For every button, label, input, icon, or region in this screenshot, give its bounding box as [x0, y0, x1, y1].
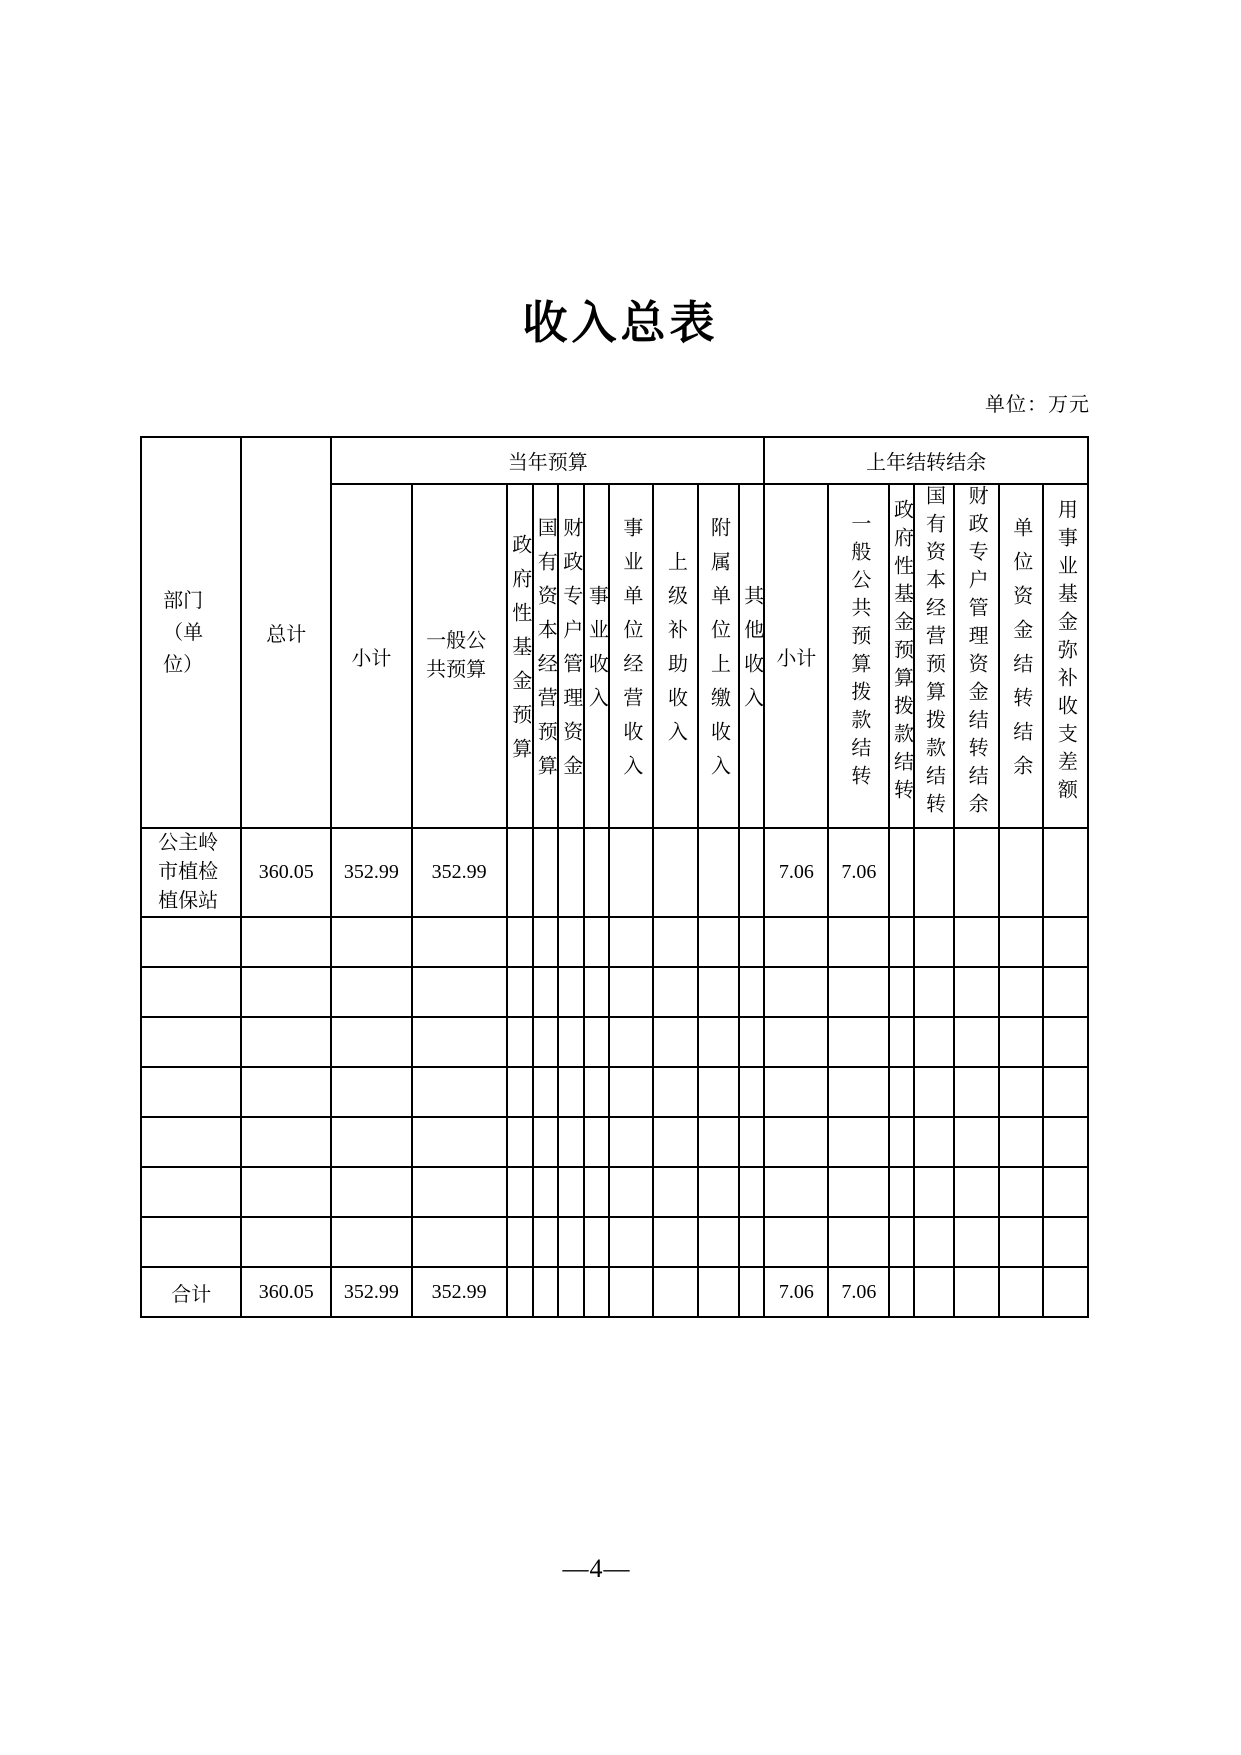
cell-value	[698, 828, 739, 917]
empty-cell	[241, 1117, 331, 1167]
empty-cell	[653, 967, 698, 1017]
empty-cell	[331, 917, 411, 967]
empty-cell	[653, 1167, 698, 1217]
cell-value: 352.99	[412, 828, 507, 917]
cell-value	[1043, 1267, 1088, 1317]
empty-cell	[241, 967, 331, 1017]
col-header-state-capital-budget: 国有资本经营预算	[533, 484, 558, 828]
empty-cell	[141, 1067, 241, 1117]
page-title: 收入总表	[522, 297, 719, 348]
empty-cell	[141, 1117, 241, 1167]
col-header-business-operating-income: 事业单位经营收入	[609, 484, 653, 828]
empty-cell	[914, 1017, 954, 1067]
data-row-unit	[141, 828, 1088, 917]
cell-value	[609, 1267, 653, 1317]
empty-cell	[507, 1217, 533, 1267]
empty-cell	[739, 917, 764, 967]
empty-cell	[331, 1017, 411, 1067]
cell-value	[653, 1267, 698, 1317]
cell-value	[507, 828, 533, 917]
col-header-grand-total: 总计	[241, 437, 331, 828]
empty-cell	[241, 917, 331, 967]
cell-value	[954, 828, 999, 917]
empty-cell	[412, 1217, 507, 1267]
empty-cell	[914, 1167, 954, 1217]
empty-cell	[889, 967, 913, 1017]
cell-value: 352.99	[331, 1267, 411, 1317]
cell-department: 公主岭市植检植保站	[141, 828, 241, 917]
cell-value	[914, 1267, 954, 1317]
empty-cell	[584, 1167, 609, 1217]
empty-cell	[558, 917, 584, 967]
cell-value	[999, 1267, 1043, 1317]
empty-cell	[889, 1067, 913, 1117]
empty-cell	[584, 967, 609, 1017]
empty-cell	[558, 967, 584, 1017]
empty-cell	[412, 917, 507, 967]
empty-cell	[609, 1067, 653, 1117]
empty-cell	[764, 917, 828, 967]
cell-value: 352.99	[331, 828, 411, 917]
empty-cell	[828, 1217, 889, 1267]
empty-cell	[241, 1067, 331, 1117]
empty-cell	[698, 1167, 739, 1217]
empty-cell	[954, 1017, 999, 1067]
empty-cell	[739, 1117, 764, 1167]
empty-cell	[533, 1067, 558, 1117]
empty-cell	[241, 1217, 331, 1267]
empty-cell	[914, 967, 954, 1017]
empty-cell	[739, 1217, 764, 1267]
empty-cell	[241, 1017, 331, 1067]
group-header-prior-year-carryover: 上年结转结余	[764, 437, 1088, 484]
empty-cell	[507, 1017, 533, 1067]
cell-value	[584, 1267, 609, 1317]
empty-cell	[889, 1167, 913, 1217]
empty-cell	[889, 1117, 913, 1167]
cell-value: 7.06	[828, 1267, 889, 1317]
empty-cell	[999, 1017, 1043, 1067]
empty-row	[141, 1067, 1088, 1117]
empty-row	[141, 1017, 1088, 1067]
cell-value	[584, 828, 609, 917]
empty-cell	[558, 1117, 584, 1167]
empty-cell	[584, 1067, 609, 1117]
total-row	[141, 1267, 1088, 1317]
empty-cell	[558, 1167, 584, 1217]
empty-cell	[999, 1167, 1043, 1217]
empty-cell	[533, 1167, 558, 1217]
income-table-body	[141, 437, 1088, 1317]
cell-value	[739, 828, 764, 917]
empty-cell	[1043, 1167, 1088, 1217]
empty-cell	[764, 967, 828, 1017]
empty-cell	[914, 1117, 954, 1167]
empty-cell	[533, 967, 558, 1017]
empty-cell	[828, 1067, 889, 1117]
empty-cell	[828, 1017, 889, 1067]
cell-value	[739, 1267, 764, 1317]
empty-cell	[507, 917, 533, 967]
empty-cell	[698, 1117, 739, 1167]
empty-cell	[889, 1017, 913, 1067]
empty-cell	[999, 1067, 1043, 1117]
empty-cell	[507, 967, 533, 1017]
empty-cell	[412, 1067, 507, 1117]
cell-value	[889, 1267, 913, 1317]
empty-cell	[533, 1017, 558, 1067]
cell-value: 360.05	[241, 828, 331, 917]
col-header-other-income: 其他收入	[739, 484, 764, 828]
cell-value: 360.05	[241, 1267, 331, 1317]
empty-cell	[558, 1017, 584, 1067]
empty-cell	[739, 967, 764, 1017]
empty-cell	[609, 1167, 653, 1217]
col-header-govt-fund-budget: 政府性基金预算	[507, 484, 533, 828]
empty-cell	[1043, 1117, 1088, 1167]
empty-cell	[999, 1117, 1043, 1167]
cell-value: 7.06	[764, 1267, 828, 1317]
empty-cell	[584, 1217, 609, 1267]
empty-cell	[914, 917, 954, 967]
empty-row	[141, 967, 1088, 1017]
cell-value	[914, 828, 954, 917]
empty-cell	[999, 917, 1043, 967]
empty-cell	[609, 1217, 653, 1267]
header-row-groups	[141, 437, 1088, 484]
empty-cell	[331, 1067, 411, 1117]
empty-cell	[653, 1017, 698, 1067]
empty-row	[141, 1117, 1088, 1167]
empty-cell	[653, 1117, 698, 1167]
empty-cell	[999, 1217, 1043, 1267]
empty-cell	[828, 1167, 889, 1217]
empty-cell	[698, 917, 739, 967]
col-header-state-capital-budget-carryover: 国有资本经营预算拨款结转	[914, 484, 954, 828]
empty-row	[141, 1217, 1088, 1267]
empty-row	[141, 917, 1088, 967]
cell-value	[889, 828, 913, 917]
empty-cell	[141, 1167, 241, 1217]
empty-cell	[954, 967, 999, 1017]
col-header-department: 部门（单位）	[141, 437, 241, 828]
cell-total-label: 合计	[141, 1267, 241, 1317]
cell-value	[609, 828, 653, 917]
empty-cell	[507, 1117, 533, 1167]
empty-cell	[764, 1017, 828, 1067]
cell-value	[533, 1267, 558, 1317]
empty-cell	[828, 917, 889, 967]
empty-cell	[584, 1017, 609, 1067]
empty-cell	[141, 1217, 241, 1267]
empty-cell	[1043, 917, 1088, 967]
empty-cell	[698, 1017, 739, 1067]
empty-cell	[584, 917, 609, 967]
empty-cell	[331, 1167, 411, 1217]
cell-value	[558, 828, 584, 917]
empty-cell	[889, 917, 913, 967]
empty-cell	[764, 1167, 828, 1217]
empty-cell	[739, 1067, 764, 1117]
col-header-superior-subsidy-income: 上级补助收入	[653, 484, 698, 828]
cell-value	[698, 1267, 739, 1317]
empty-cell	[739, 1167, 764, 1217]
cell-value: 352.99	[412, 1267, 507, 1317]
empty-cell	[828, 967, 889, 1017]
empty-cell	[609, 1017, 653, 1067]
empty-cell	[739, 1017, 764, 1067]
empty-cell	[1043, 1067, 1088, 1117]
empty-cell	[412, 1017, 507, 1067]
empty-cell	[609, 917, 653, 967]
col-header-fiscal-special-account-funds: 财政专户管理资金	[558, 484, 584, 828]
page-number: —4—	[562, 1554, 631, 1583]
empty-cell	[412, 967, 507, 1017]
cell-value	[653, 828, 698, 917]
empty-cell	[1043, 967, 1088, 1017]
empty-cell	[954, 1067, 999, 1117]
col-header-govt-fund-budget-carryover: 政府性基金预算拨款结转	[889, 484, 913, 828]
unit-label: 单位：万元	[985, 394, 1090, 416]
col-header-business-fund-cover-gap: 用事业基金弥补收支差额	[1043, 484, 1088, 828]
empty-cell	[954, 1217, 999, 1267]
empty-cell	[533, 917, 558, 967]
group-header-current-year-budget: 当年预算	[331, 437, 764, 484]
cell-value	[558, 1267, 584, 1317]
col-header-subtotal-carryover: 小计	[764, 484, 828, 828]
empty-cell	[331, 967, 411, 1017]
cell-value	[1043, 828, 1088, 917]
empty-cell	[653, 1217, 698, 1267]
empty-row	[141, 1167, 1088, 1217]
empty-cell	[653, 1067, 698, 1117]
empty-cell	[584, 1117, 609, 1167]
empty-cell	[141, 1017, 241, 1067]
empty-cell	[954, 1117, 999, 1167]
col-header-affiliated-unit-remitted-income: 附属单位上缴收入	[698, 484, 739, 828]
empty-cell	[331, 1217, 411, 1267]
col-header-unit-funds-carryover: 单位资金结转结余	[999, 484, 1043, 828]
empty-cell	[764, 1117, 828, 1167]
empty-cell	[828, 1117, 889, 1167]
col-header-subtotal-current: 小计	[331, 484, 411, 828]
empty-cell	[999, 967, 1043, 1017]
cell-value: 7.06	[764, 828, 828, 917]
cell-value	[999, 828, 1043, 917]
empty-cell	[507, 1167, 533, 1217]
cell-value: 7.06	[828, 828, 889, 917]
empty-cell	[609, 1117, 653, 1167]
cell-value	[533, 828, 558, 917]
empty-cell	[241, 1167, 331, 1217]
empty-cell	[914, 1217, 954, 1267]
cell-value	[954, 1267, 999, 1317]
empty-cell	[507, 1067, 533, 1117]
empty-cell	[558, 1067, 584, 1117]
col-header-business-income: 事业收入	[584, 484, 609, 828]
col-header-general-public-budget: 一般公共预算	[412, 484, 507, 828]
empty-cell	[698, 967, 739, 1017]
empty-cell	[609, 967, 653, 1017]
empty-cell	[764, 1217, 828, 1267]
empty-cell	[653, 917, 698, 967]
col-header-general-public-budget-carryover: 一般公共预算拨款结转	[828, 484, 889, 828]
empty-cell	[698, 1217, 739, 1267]
empty-cell	[141, 917, 241, 967]
empty-cell	[954, 917, 999, 967]
empty-cell	[914, 1067, 954, 1117]
empty-cell	[533, 1117, 558, 1167]
empty-cell	[698, 1067, 739, 1117]
income-summary-table	[140, 436, 1089, 1318]
empty-cell	[764, 1067, 828, 1117]
col-header-fiscal-special-account-carryover: 财政专户管理资金结转结余	[954, 484, 999, 828]
empty-cell	[412, 1117, 507, 1167]
empty-cell	[533, 1217, 558, 1267]
empty-cell	[889, 1217, 913, 1267]
empty-cell	[141, 967, 241, 1017]
empty-cell	[954, 1167, 999, 1217]
empty-cell	[1043, 1017, 1088, 1067]
empty-cell	[558, 1217, 584, 1267]
empty-cell	[1043, 1217, 1088, 1267]
empty-cell	[412, 1167, 507, 1217]
cell-value	[507, 1267, 533, 1317]
empty-cell	[331, 1117, 411, 1167]
